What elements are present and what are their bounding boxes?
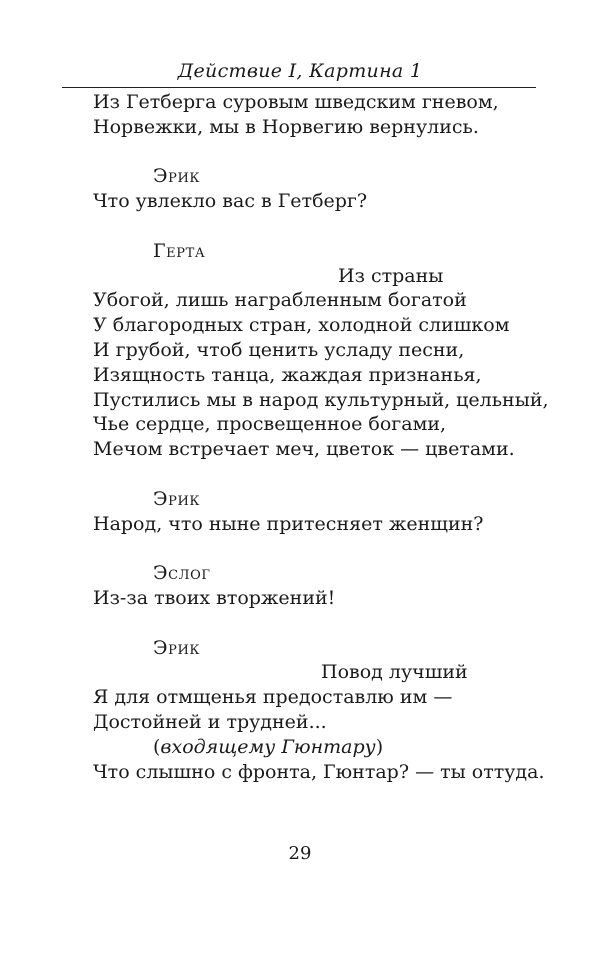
spacer: [93, 611, 553, 636]
verse-line: Народ, что ныне притесняет женщин?: [93, 512, 484, 535]
stage-direction-paren-close: ): [375, 735, 384, 758]
speaker-name: Эрик: [153, 636, 201, 659]
header-divider: [62, 87, 536, 88]
verse-line: Норвежки, мы в Норвегию вернулись.: [93, 115, 479, 138]
speaker-name: Эрик: [153, 165, 201, 188]
verse-line-continued: Из страны: [338, 264, 444, 287]
spacer: [93, 536, 553, 561]
verse-line: Из Гетберга суровым шведским гневом,: [93, 91, 499, 113]
page-number: 29: [288, 843, 312, 864]
verse-line: Что увлекло вас в Гетберг?: [93, 190, 368, 213]
running-head-title: Действие I, Картина 1: [177, 60, 423, 82]
verse-line: Пустились мы в народ культурный, цельный,: [93, 388, 549, 411]
speaker-name: Герта: [153, 239, 206, 262]
verse-line: Изящность танца, жаждая признанья,: [93, 363, 482, 386]
verse-line: Что слышно с фронта, Гюнтар? — ты оттуда.: [93, 760, 545, 783]
speaker-name: Эрик: [153, 487, 201, 510]
verse-line: Убогой, лишь награбленным богатой: [93, 289, 467, 312]
spacer: [93, 462, 553, 487]
verse-line: Достойней и трудней...: [93, 710, 327, 733]
verse-line: И грубой, чтоб ценить усладу песни,: [93, 338, 465, 361]
verse-line: Чье сердце, просвещенное богами,: [93, 413, 447, 436]
spacer: [93, 140, 553, 165]
speaker-name: Эслог: [153, 562, 211, 585]
verse-line-continued: Повод лучший: [321, 661, 468, 684]
verse-line: Из-за твоих вторжений!: [93, 586, 336, 609]
spacer: [93, 214, 553, 239]
stage-direction-text: входящему Гюнтару: [160, 735, 376, 758]
verse-line: Мечом встречает меч, цветок — цветами.: [93, 438, 515, 461]
stage-direction-paren-open: (: [153, 735, 161, 758]
verse-line: Я для отмщенья предоставлю им —: [93, 686, 453, 709]
play-text: [93, 90, 553, 784]
stage-direction: [93, 735, 553, 760]
verse-line: У благородных стран, холодной слишком: [93, 314, 510, 337]
